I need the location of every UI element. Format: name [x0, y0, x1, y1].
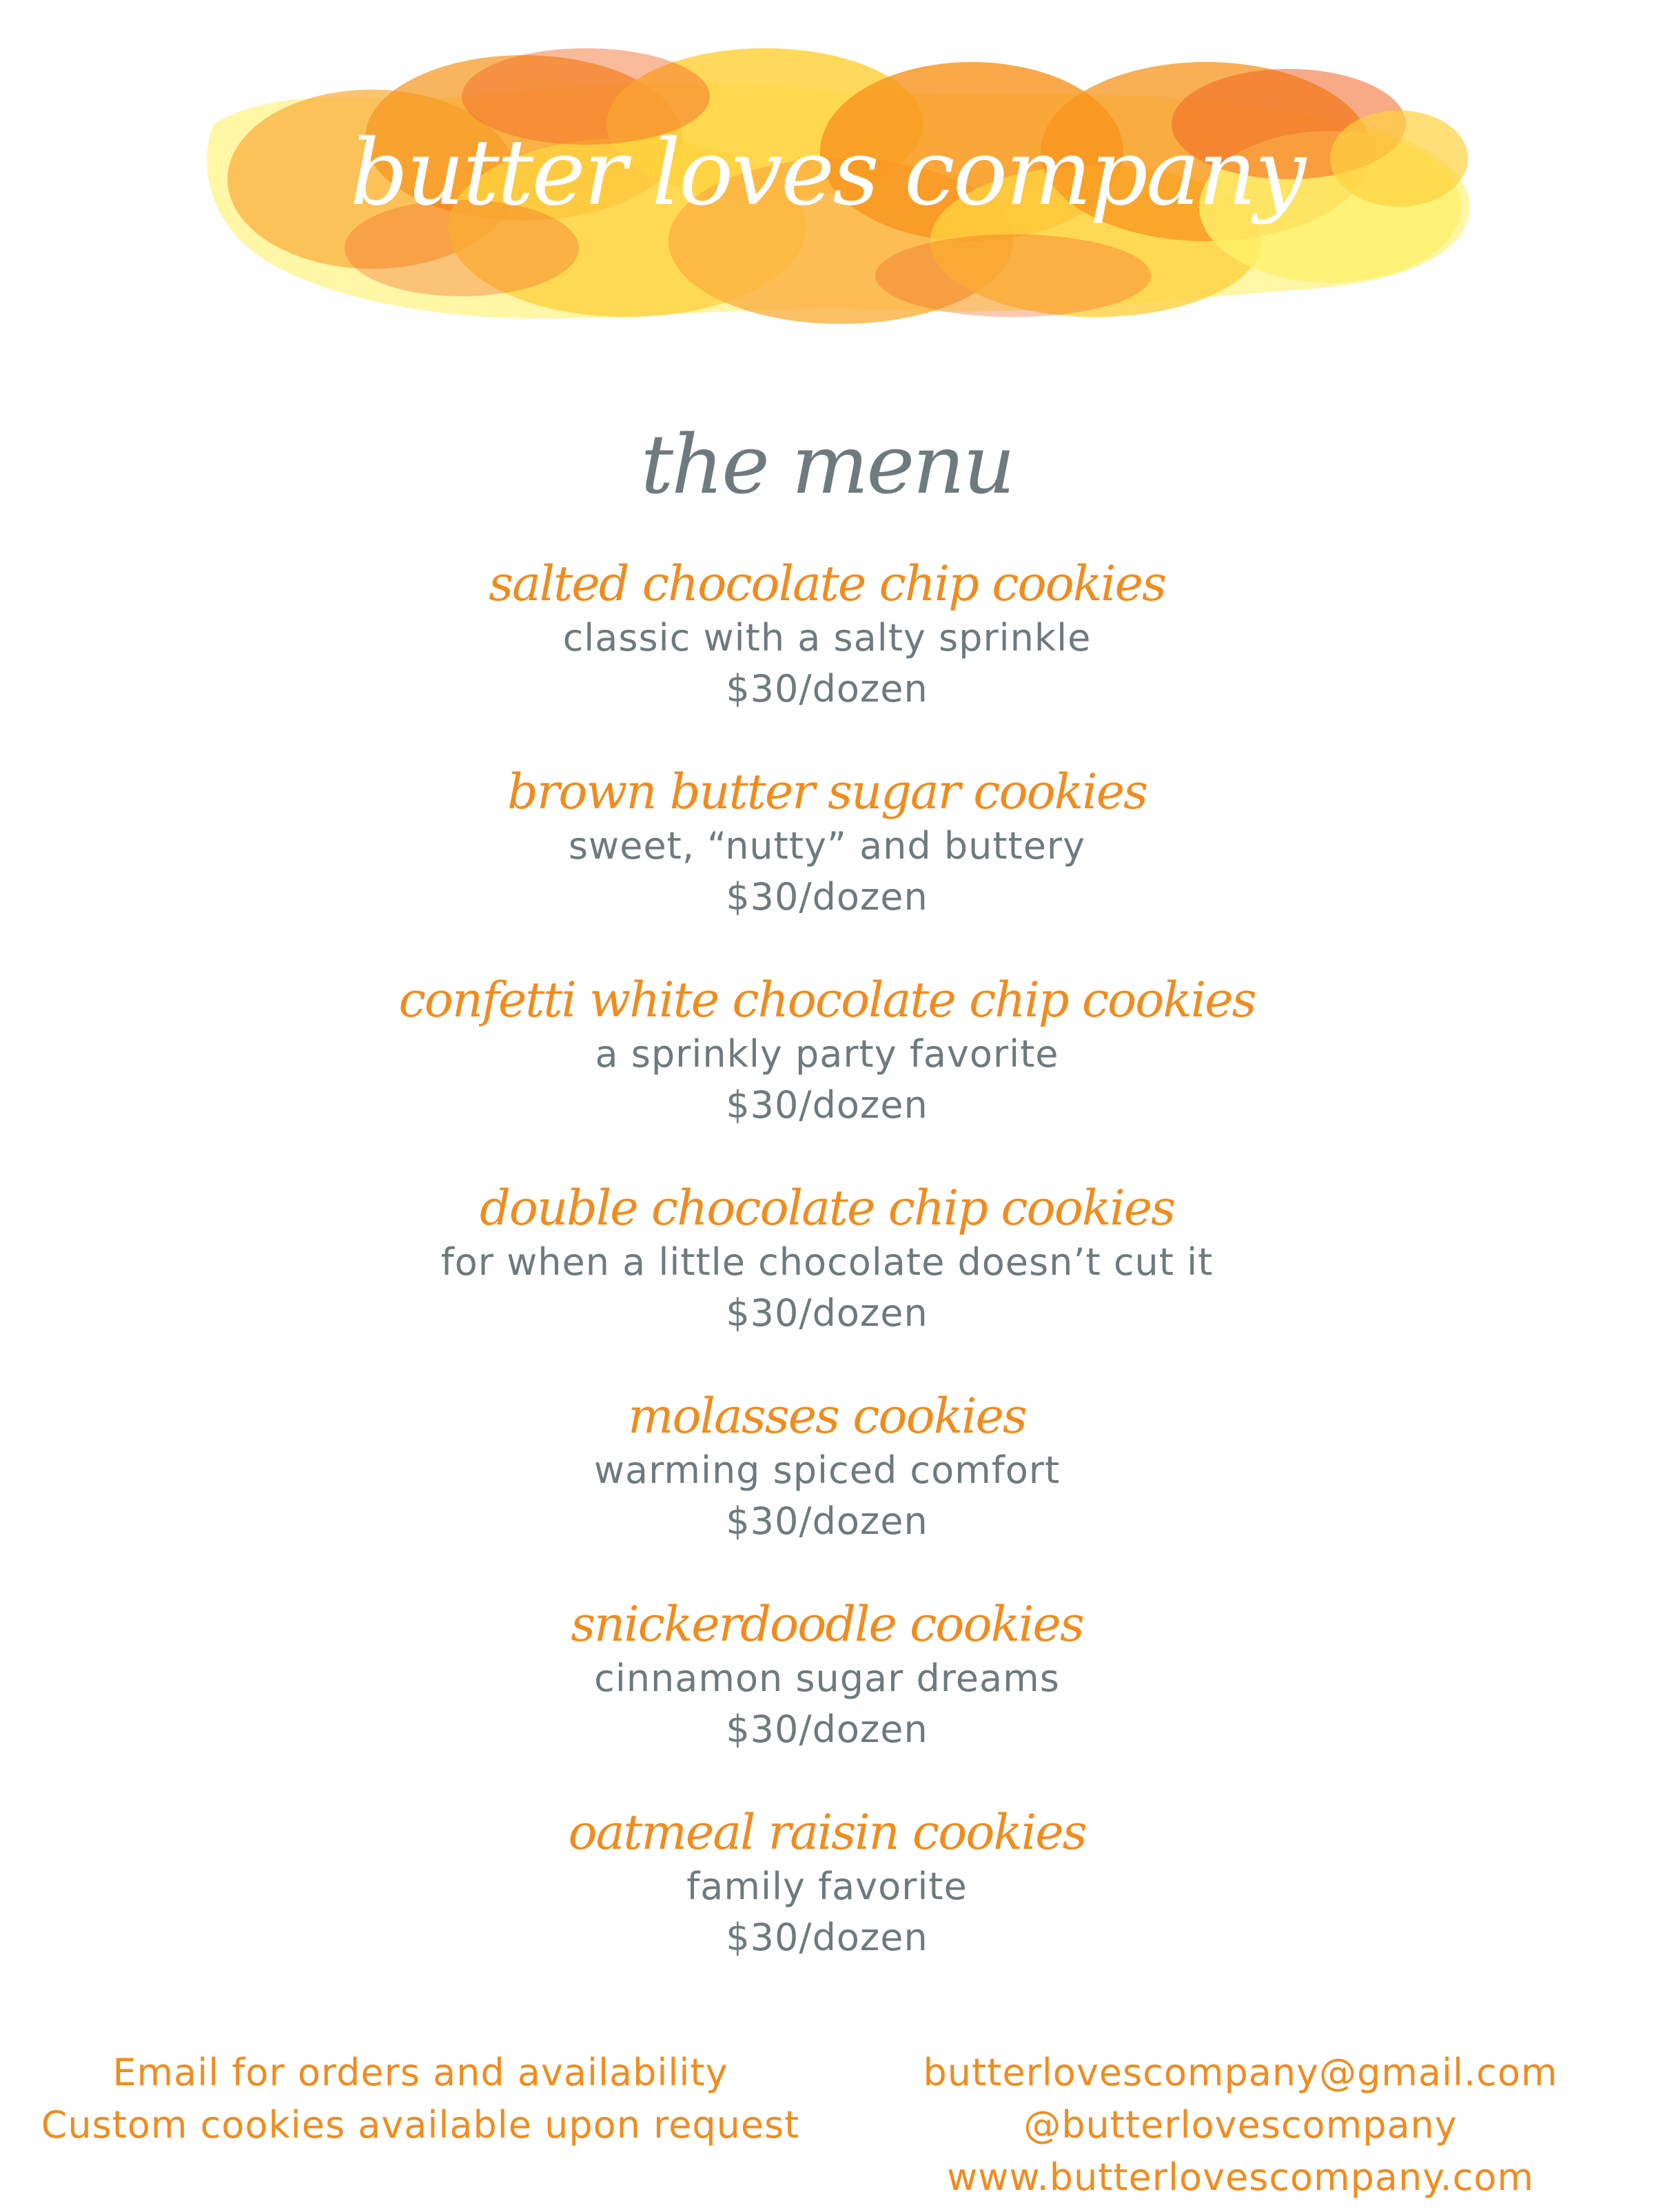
menu-item-name: molasses cookies — [628, 1388, 1026, 1444]
website-link[interactable]: www.butterlovescompany.com — [946, 2155, 1534, 2199]
menu-item — [0, 555, 1654, 763]
menu-item-price: $30/dozen — [726, 1916, 928, 1959]
menu-item-description: classic with a salty sprinkle — [562, 616, 1092, 659]
menu-item-name: double chocolate chip cookies — [480, 1180, 1174, 1236]
menu-item — [0, 1803, 1654, 2011]
social-handle[interactable]: @butterlovescompany — [1023, 2103, 1458, 2147]
menu-item-name: snickerdoodle cookies — [571, 1596, 1083, 1652]
footer-order-info — [28, 2047, 813, 2151]
order-info-line: Email for orders and availability — [112, 2051, 728, 2094]
menu-item-price: $30/dozen — [726, 1499, 928, 1543]
menu-item-name: oatmeal raisin cookies — [568, 1804, 1086, 1861]
menu-item-name: salted chocolate chip cookies — [489, 555, 1165, 612]
brand-name: butter loves company — [349, 120, 1305, 226]
menu-item-description: warming spiced comfort — [593, 1448, 1061, 1492]
menu-item-description: family favorite — [686, 1865, 968, 1908]
email-link[interactable]: butterlovescompany@gmail.com — [923, 2051, 1558, 2094]
custom-info-line: Custom cookies available upon request — [41, 2103, 800, 2147]
menu-title: the menu — [640, 417, 1014, 512]
menu-item-description: sweet, “nutty” and buttery — [568, 824, 1086, 868]
menu-item — [0, 1387, 1654, 1595]
menu-item-name: confetti white chocolate chip cookies — [398, 972, 1256, 1028]
menu-item — [0, 971, 1654, 1179]
menu-item-description: for when a little chocolate doesn’t cut it — [440, 1240, 1214, 1284]
menu-item-name: brown butter sugar cookies — [507, 764, 1147, 820]
menu-item-price: $30/dozen — [726, 1291, 928, 1335]
menu-list — [0, 555, 1654, 2011]
menu-item-description: cinnamon sugar dreams — [594, 1657, 1060, 1700]
menu-item-price: $30/dozen — [726, 667, 928, 710]
menu-item — [0, 1595, 1654, 1803]
footer-contact-info — [848, 2047, 1633, 2204]
menu-item — [0, 1179, 1654, 1387]
menu-item-price: $30/dozen — [726, 875, 928, 919]
menu-item-price: $30/dozen — [726, 1083, 928, 1127]
menu-item — [0, 763, 1654, 971]
menu-item-price: $30/dozen — [726, 1708, 928, 1751]
menu-item-description: a sprinkly party favorite — [595, 1032, 1059, 1076]
